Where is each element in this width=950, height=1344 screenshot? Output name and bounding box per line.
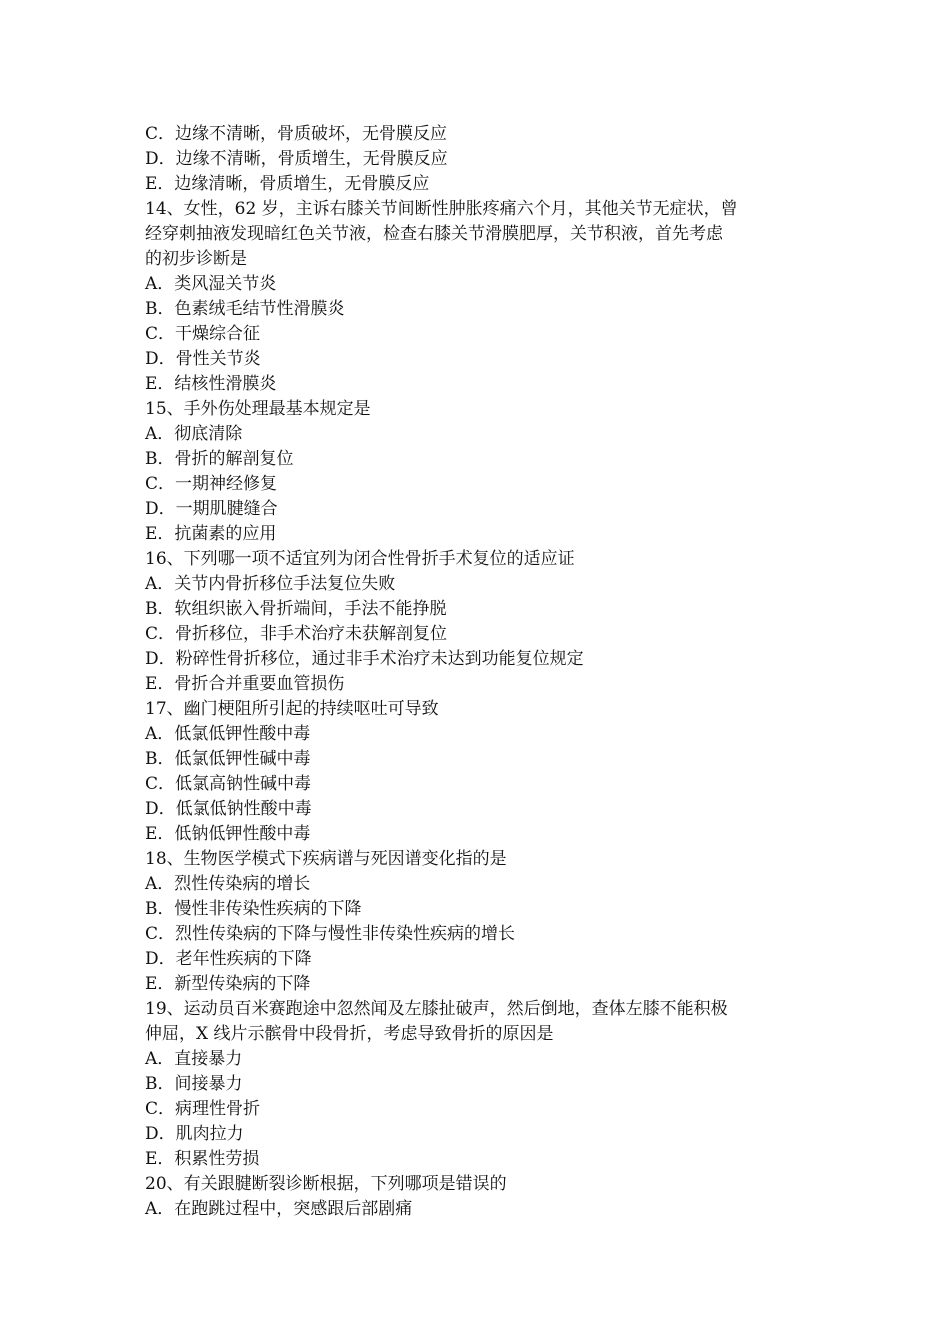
option-line: C．骨折移位，非手术治疗未获解剖复位 [145, 624, 448, 644]
option-line: E．骨折合并重要血管损伤 [145, 674, 345, 694]
option-line: A．在跑跳过程中，突感跟后部剧痛 [145, 1199, 413, 1219]
text-line: E．边缘清晰，骨质增生，无骨膜反应 [145, 174, 430, 194]
option-line: E．抗菌素的应用 [145, 524, 277, 544]
option-line: D．一期肌腱缝合 [145, 499, 278, 519]
question-15-line: 15、手外伤处理最基本规定是 [145, 399, 371, 419]
option-line: C．低氯高钠性碱中毒 [145, 774, 312, 794]
option-line: A．烈性传染病的增长 [145, 874, 311, 894]
option-line: A．关节内骨折移位手法复位失败 [145, 574, 396, 594]
question-19-line: 19、运动员百米赛跑途中忽然闻及左膝扯破声，然后倒地，查体左膝不能积极 [145, 999, 728, 1019]
question-18-line: 18、生物医学模式下疾病谱与死因谱变化指的是 [145, 849, 507, 869]
question-16-line: 16、下列哪一项不适宜列为闭合性骨折手术复位的适应证 [145, 549, 575, 569]
document-page [145, 122, 810, 1222]
option-line: D．粉碎性骨折移位，通过非手术治疗未达到功能复位规定 [145, 649, 584, 669]
question-14-line: 的初步诊断是 [145, 249, 247, 269]
option-line: E．积累性劳损 [145, 1149, 260, 1169]
option-line: D．老年性疾病的下降 [145, 949, 312, 969]
option-line: C．一期神经修复 [145, 474, 278, 494]
option-line: E．低钠低钾性酸中毒 [145, 824, 311, 844]
option-line: D．肌肉拉力 [145, 1124, 244, 1144]
option-line: B．低氯低钾性碱中毒 [145, 749, 311, 769]
option-line: A．低氯低钾性酸中毒 [145, 724, 311, 744]
option-line: B．软组织嵌入骨折端间，手法不能挣脱 [145, 599, 447, 619]
question-19-line: 伸屈，X 线片示髌骨中段骨折，考虑导致骨折的原因是 [145, 1024, 554, 1044]
question-14-line: 经穿刺抽液发现暗红色关节液，检查右膝关节滑膜肥厚，关节积液，首先考虑 [145, 224, 723, 244]
option-line: E．结核性滑膜炎 [145, 374, 277, 394]
option-line: B．慢性非传染性疾病的下降 [145, 899, 362, 919]
question-17-line: 17、幽门梗阻所引起的持续呕吐可导致 [145, 699, 439, 719]
option-line: C．病理性骨折 [145, 1099, 261, 1119]
option-line: D．低氯低钠性酸中毒 [145, 799, 312, 819]
text-line: D．边缘不清晰，骨质增生，无骨膜反应 [145, 149, 448, 169]
option-line: E．新型传染病的下降 [145, 974, 311, 994]
option-line: B．色素绒毛结节性滑膜炎 [145, 299, 345, 319]
option-line: A．直接暴力 [145, 1049, 243, 1069]
option-line: A．类风湿关节炎 [145, 274, 277, 294]
option-line: B．间接暴力 [145, 1074, 243, 1094]
option-line: C．烈性传染病的下降与慢性非传染性疾病的增长 [145, 924, 516, 944]
option-line: A．彻底清除 [145, 424, 243, 444]
question-20-line: 20、有关跟腱断裂诊断根据，下列哪项是错误的 [145, 1174, 507, 1194]
option-line: C．干燥综合征 [145, 324, 261, 344]
option-line: D．骨性关节炎 [145, 349, 261, 369]
question-14-line: 14、女性，62 岁，主诉右膝关节间断性肿胀疼痛六个月，其他关节无症状，曾 [145, 199, 738, 219]
text-line: C．边缘不清晰，骨质破坏，无骨膜反应 [145, 124, 448, 144]
option-line: B．骨折的解剖复位 [145, 449, 294, 469]
